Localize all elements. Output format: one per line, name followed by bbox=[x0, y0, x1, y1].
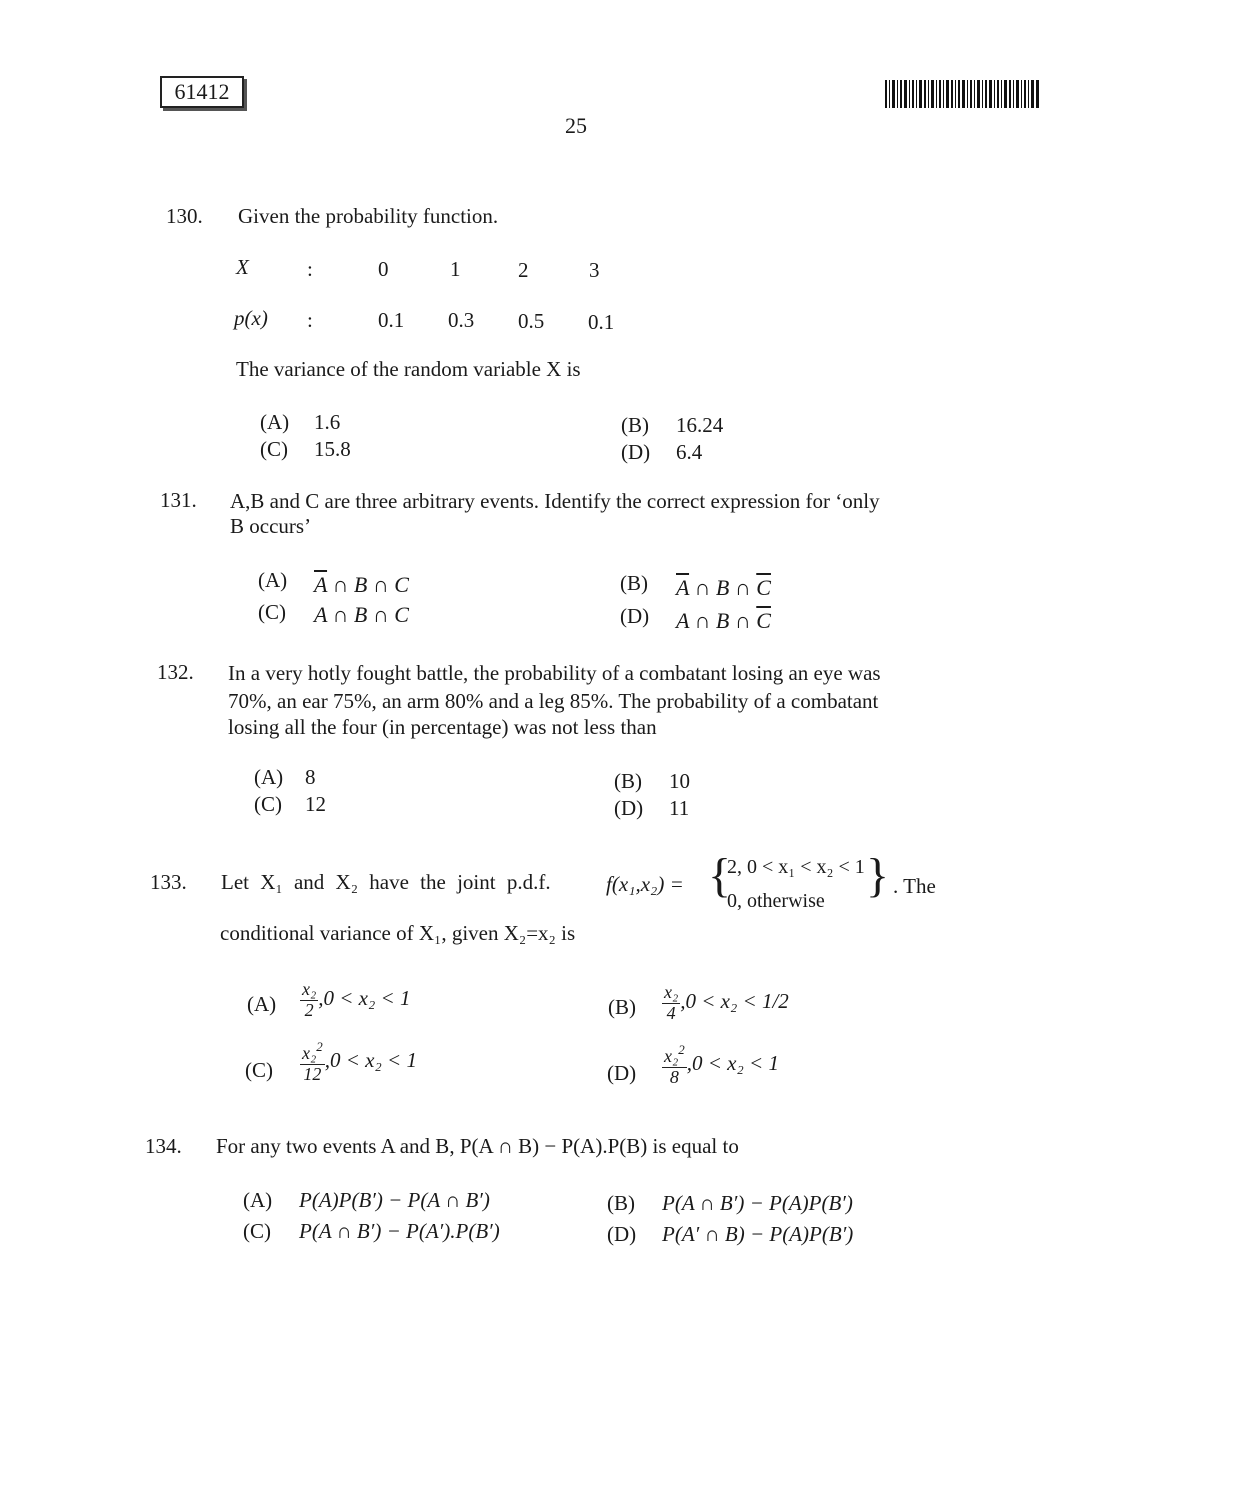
q133-option-label: (B) bbox=[608, 995, 636, 1019]
left-brace-icon: { bbox=[708, 849, 732, 902]
q130-x-value: 3 bbox=[589, 258, 600, 282]
q131-option-expr: A ∩ B ∩ C bbox=[314, 602, 409, 627]
q132-line3: losing all the four (in percentage) was not less than bbox=[228, 715, 657, 739]
q132-option-label: (C) bbox=[254, 792, 282, 816]
q131-option-expr: $\overline{A}$ ∩ B ∩ C bbox=[314, 572, 409, 597]
q134-option-label: (D) bbox=[607, 1222, 637, 1246]
q130-option-label: (A) bbox=[260, 410, 290, 434]
q130-colon-p: : bbox=[307, 308, 313, 332]
q131-option-expr: A ∩ B ∩ $\overline{C}$ bbox=[676, 608, 771, 633]
q134-option-text: P(A)P(B′) − P(A ∩ B′) bbox=[299, 1188, 490, 1212]
q130-p-value: 0.1 bbox=[378, 308, 405, 332]
q134-option-label: (C) bbox=[243, 1219, 271, 1243]
q134-option-label: (B) bbox=[607, 1191, 635, 1215]
q132-option-label: (A) bbox=[254, 765, 284, 789]
q131-option-label: (B) bbox=[620, 571, 648, 595]
q130-x-value: 2 bbox=[518, 258, 529, 282]
q130-option-label: (C) bbox=[260, 437, 288, 461]
q130-option-label: (D) bbox=[621, 440, 651, 464]
q132-line1: In a very hotly fought battle, the probability of a combatant losing an eye was bbox=[228, 661, 881, 685]
q132-option-text: 12 bbox=[305, 792, 326, 816]
q130-colon-x: : bbox=[307, 257, 313, 281]
q130-text: Given the probability function. bbox=[238, 204, 499, 228]
q133-intro: Let X₁ and X₂ have the joint p.d.f. bbox=[221, 870, 551, 894]
barcode-image bbox=[885, 80, 1039, 108]
q130-px-label: p(x) bbox=[234, 306, 268, 330]
q132-option-text: 8 bbox=[305, 765, 316, 789]
q132-line2: 70%, an ear 75%, an arm 80% and a leg 85%. The probability of a combatant bbox=[228, 689, 879, 713]
q133-line2: conditional variance of X₁, given X₂=x₂ is bbox=[220, 921, 576, 945]
q134-option-label: (A) bbox=[243, 1188, 273, 1212]
q130-question: The variance of the random variable X is bbox=[236, 357, 581, 381]
q131-line2: B occurs’ bbox=[230, 514, 312, 538]
q131-line1: A,B and C are three arbitrary events. Identify the correct expression for ‘only bbox=[230, 489, 880, 513]
q131-option-label: (A) bbox=[258, 568, 288, 592]
q130-option-text: 15.8 bbox=[314, 437, 351, 461]
q134-option-text: P(A ∩ B′) − P(A)P(B′) bbox=[662, 1191, 853, 1215]
q133-after: . The bbox=[893, 874, 936, 898]
q133-option-expr: $\frac{x_2^2}{12}$ ,0 < x₂ < 1 bbox=[302, 1039, 417, 1084]
q133-case2: 0, otherwise bbox=[727, 890, 825, 912]
q133-option-expr: $\frac{\text{x₂}}{2}$ ,0 < x₂ < 1 bbox=[302, 979, 411, 1020]
q133-option-label: (D) bbox=[607, 1061, 637, 1085]
q130-p-value: 0.5 bbox=[518, 309, 545, 333]
right-brace-icon: } bbox=[866, 849, 890, 902]
q131-option-expr: $\overline{A}$ ∩ B ∩ $\overline{C}$ bbox=[676, 575, 771, 600]
q133-case1: 2, 0 < x₁ < x₂ < 1 bbox=[727, 856, 865, 878]
q132-option-text: 11 bbox=[669, 796, 690, 820]
q131-option-label: (D) bbox=[620, 604, 650, 628]
q132-option-label: (B) bbox=[614, 769, 642, 793]
q132-option-text: 10 bbox=[669, 769, 690, 793]
q133-option-label: (A) bbox=[247, 992, 277, 1016]
q130-p-value: 0.1 bbox=[588, 310, 615, 334]
q133-option-label: (C) bbox=[245, 1058, 273, 1082]
paper-code: 61412 bbox=[160, 76, 244, 108]
q133-option-expr: $\frac{x_2^2}{8}$ ,0 < x₂ < 1 bbox=[664, 1042, 779, 1087]
q131-number: 131. bbox=[160, 488, 197, 512]
q130-option-text: 6.4 bbox=[676, 440, 703, 464]
q134-option-text: P(A′ ∩ B) − P(A)P(B′) bbox=[662, 1222, 854, 1246]
q130-option-label: (B) bbox=[621, 413, 649, 437]
q132-number: 132. bbox=[157, 660, 194, 684]
q132-option-label: (D) bbox=[614, 796, 644, 820]
q130-option-text: 1.6 bbox=[314, 410, 341, 434]
q134-option-text: P(A ∩ B′) − P(A′).P(B′) bbox=[299, 1219, 500, 1243]
q133-option-expr: $\frac{\text{x₂}}{4}$ ,0 < x₂ < 1/2 bbox=[664, 982, 789, 1023]
q133-func: f(x₁,x₂) = bbox=[606, 872, 684, 896]
q130-x-value: 0 bbox=[378, 257, 389, 281]
q130-number: 130. bbox=[166, 204, 203, 228]
q130-option-text: 16.24 bbox=[676, 413, 724, 437]
q130-x-label: X bbox=[236, 255, 249, 279]
q134-number: 134. bbox=[145, 1134, 182, 1158]
q130-p-value: 0.3 bbox=[448, 308, 475, 332]
q134-text: For any two events A and B, P(A ∩ B) − P(A).P(B) is equal to bbox=[216, 1134, 739, 1158]
q131-option-label: (C) bbox=[258, 600, 286, 624]
q130-x-value: 1 bbox=[450, 257, 461, 281]
page-number: 25 bbox=[565, 113, 587, 138]
q133-number: 133. bbox=[150, 870, 187, 894]
